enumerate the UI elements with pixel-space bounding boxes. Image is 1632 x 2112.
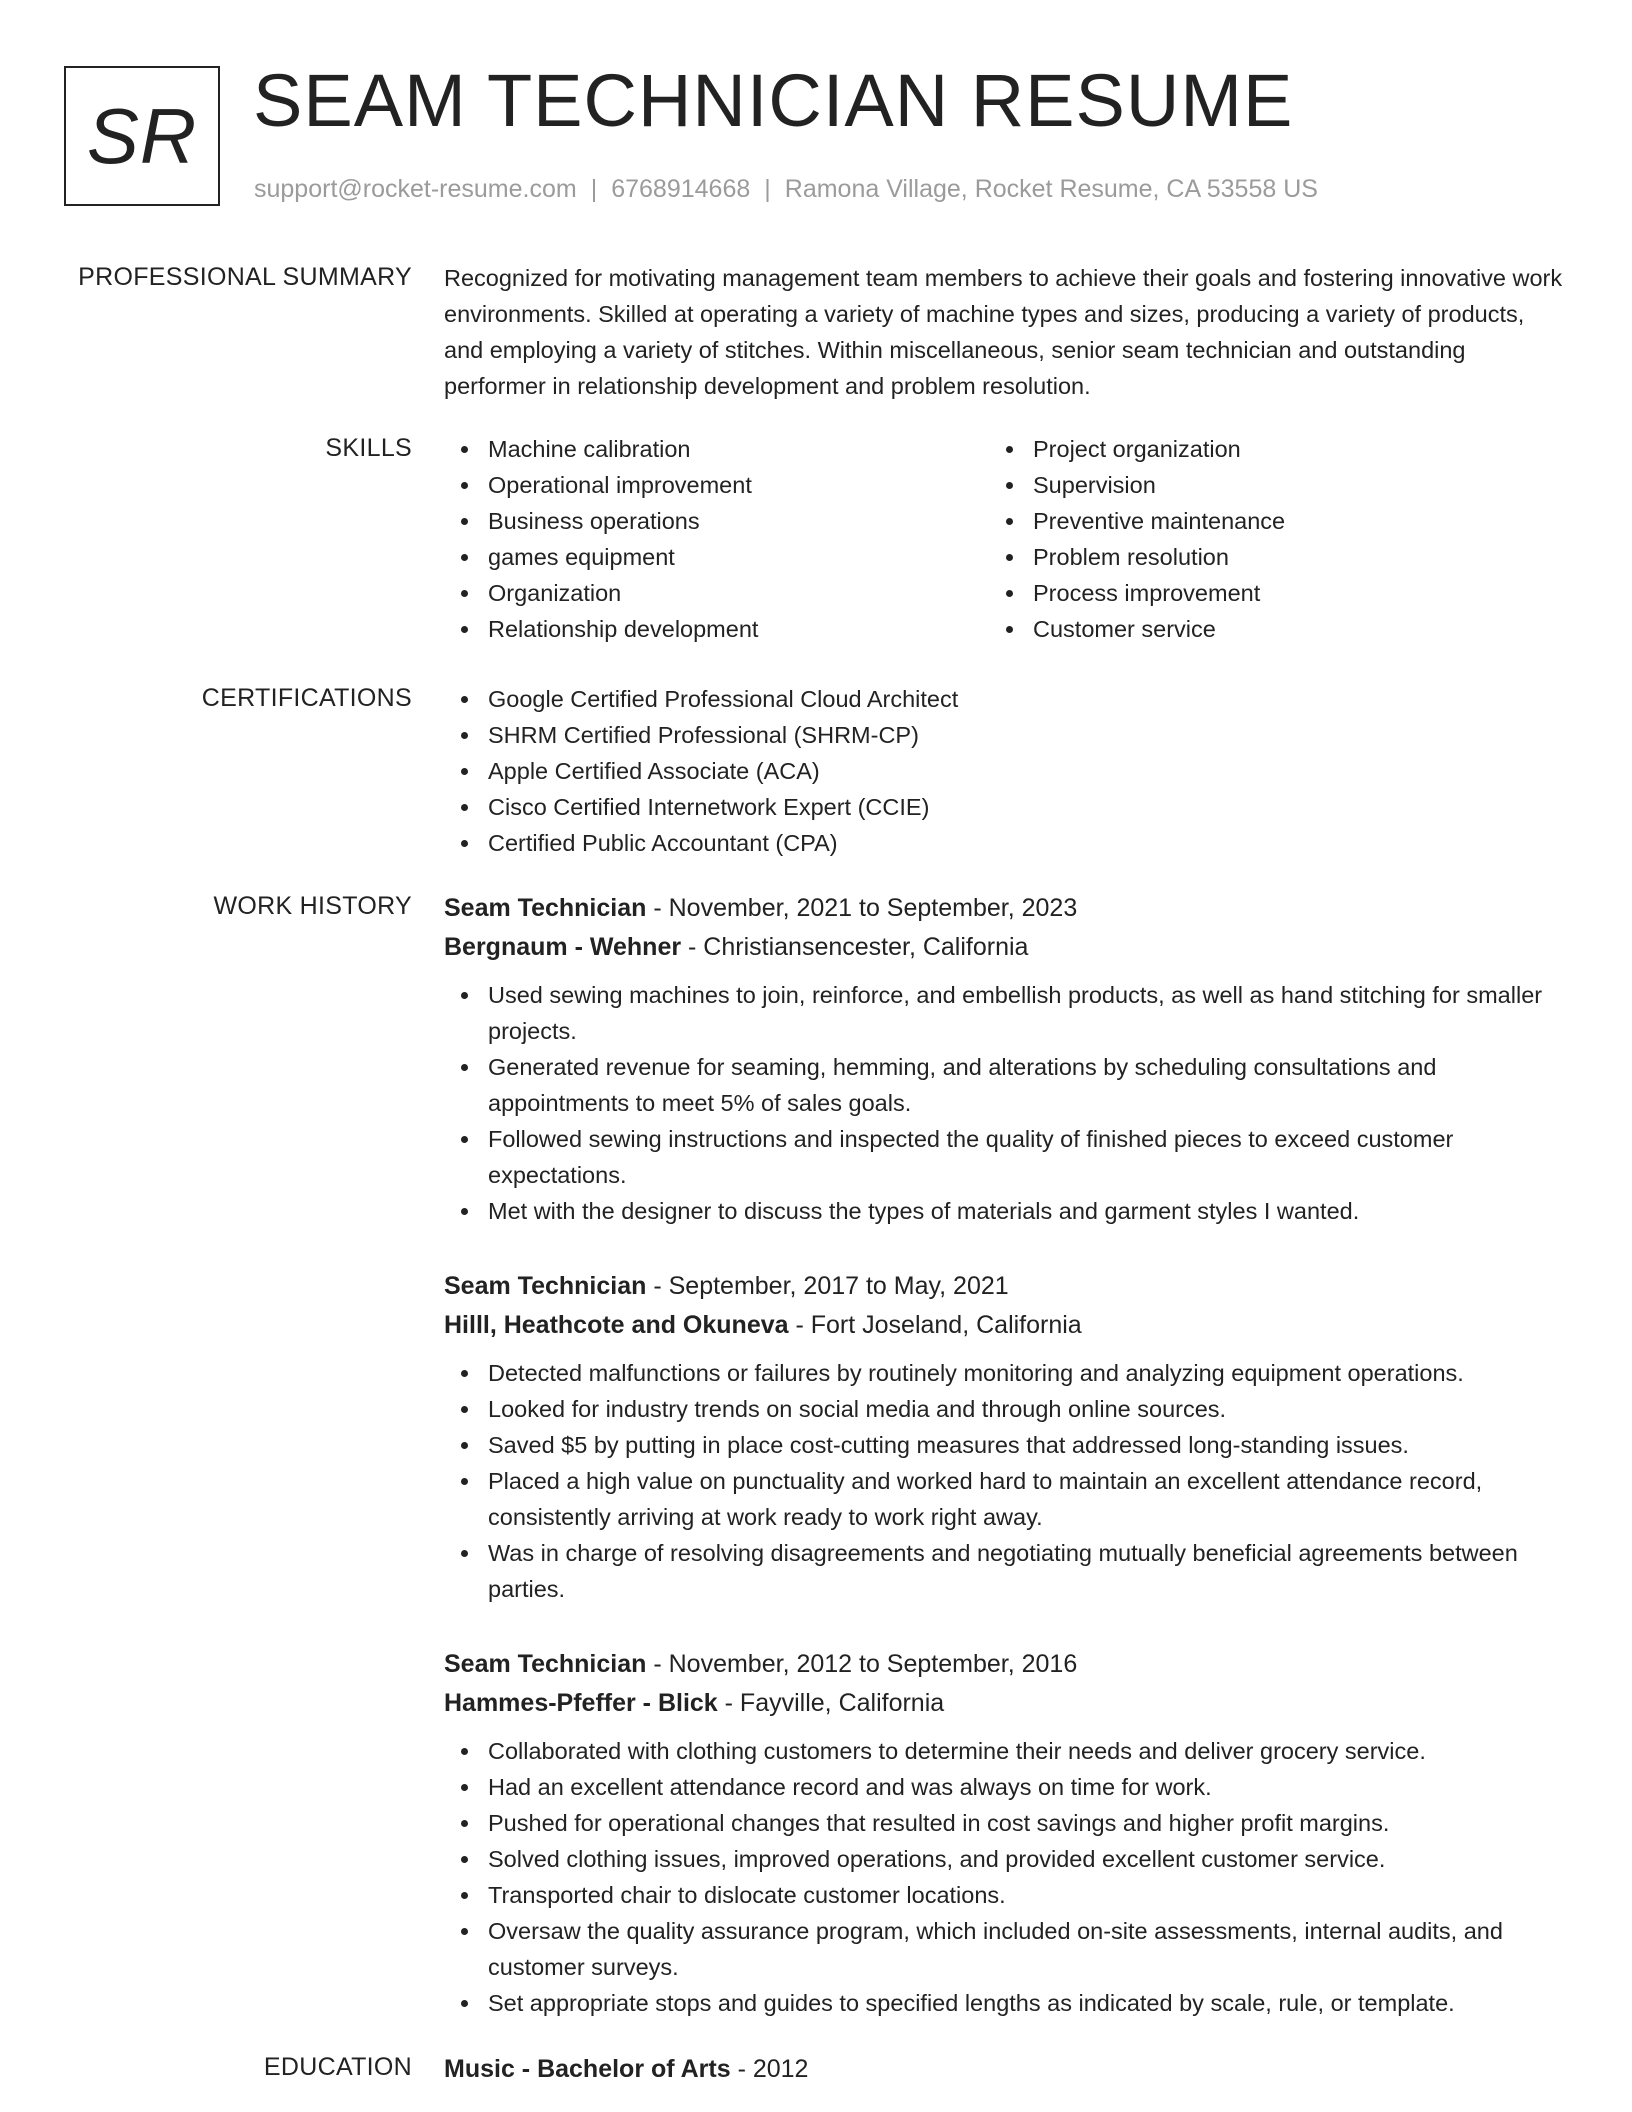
contact-separator: | <box>590 175 598 203</box>
job-bullet: Followed sewing instructions and inspected the quality of finished pieces to exceed customer expectations. <box>444 1121 1564 1193</box>
skills-body <box>444 431 1564 647</box>
contact-address: Ramona Village, Rocket Resume, CA 53558 US <box>784 175 1318 203</box>
skill-item: Business operations <box>444 503 989 539</box>
job-location: - Fayville, California <box>717 1689 945 1717</box>
certifications-list <box>444 681 1564 861</box>
job-title-line <box>444 1267 1564 1306</box>
job-bullet: Oversaw the quality assurance program, which included on-site assessments, internal audits, and customer surveys. <box>444 1913 1564 1985</box>
resume-title: SEAM TECHNICIAN RESUME <box>253 59 1294 142</box>
skill-item: Relationship development <box>444 611 989 647</box>
job-location: - Christiansencester, California <box>681 933 1029 961</box>
certifications-body <box>444 681 1564 861</box>
skill-item: Preventive maintenance <box>989 503 1534 539</box>
job-entry <box>444 1267 1564 1607</box>
job-title-line <box>444 1645 1564 1684</box>
job-title: Seam Technician <box>444 894 647 922</box>
job-bullets <box>444 1355 1564 1607</box>
job-dates: - September, 2017 to May, 2021 <box>646 1272 1009 1300</box>
job-bullet: Saved $5 by putting in place cost-cutting measures that addressed long-standing issues. <box>444 1427 1564 1463</box>
job-dates: - November, 2012 to September, 2016 <box>646 1650 1078 1678</box>
work-history-body <box>444 889 1564 2021</box>
skill-item: Problem resolution <box>989 539 1534 575</box>
job-entry <box>444 1645 1564 2021</box>
job-bullet: Used sewing machines to join, reinforce, and embellish products, as well as hand stitching for smaller projects. <box>444 977 1564 1049</box>
job-bullet: Pushed for operational changes that resulted in cost savings and higher profit margins. <box>444 1805 1564 1841</box>
education-year: - 2012 <box>730 2055 809 2083</box>
skill-item: games equipment <box>444 539 989 575</box>
job-bullet: Placed a high value on punctuality and worked hard to maintain an excellent attendance record, consistently arriving at work ready to work right away. <box>444 1463 1564 1535</box>
certification-item: SHRM Certified Professional (SHRM-CP) <box>444 717 1564 753</box>
contact-phone: 6768914668 <box>611 175 751 203</box>
certification-item: Cisco Certified Internetwork Expert (CCIE) <box>444 789 1564 825</box>
job-company: Hilll, Heathcote and Okuneva <box>444 1311 789 1339</box>
job-entry <box>444 889 1564 1229</box>
job-bullet: Generated revenue for seaming, hemming, and alterations by scheduling consultations and appointments to meet 5% of sales goals. <box>444 1049 1564 1121</box>
skills-list-left <box>444 431 989 647</box>
job-bullets <box>444 1733 1564 2021</box>
skill-item: Supervision <box>989 467 1534 503</box>
job-location: - Fort Joseland, California <box>788 1311 1082 1339</box>
skill-item: Process improvement <box>989 575 1534 611</box>
job-bullets <box>444 977 1564 1229</box>
certification-item: Google Certified Professional Cloud Architect <box>444 681 1564 717</box>
job-bullet: Met with the designer to discuss the types of materials and garment styles I wanted. <box>444 1193 1564 1229</box>
job-title-line <box>444 889 1564 928</box>
skills-list-right <box>989 431 1534 647</box>
education-entry <box>444 2050 1564 2089</box>
section-label-certifications: CERTIFICATIONS <box>201 684 412 712</box>
monogram-logo: SR <box>64 66 220 206</box>
job-bullet: Looked for industry trends on social media and through online sources. <box>444 1391 1564 1427</box>
section-label-summary: PROFESSIONAL SUMMARY <box>78 263 412 291</box>
job-company-line <box>444 1684 1564 1723</box>
job-company: Hammes-Pfeffer - Blick <box>444 1689 718 1717</box>
contact-separator: | <box>764 175 771 203</box>
job-bullet: Had an excellent attendance record and was always on time for work. <box>444 1769 1564 1805</box>
job-bullet: Set appropriate stops and guides to specified lengths as indicated by scale, rule, or template. <box>444 1985 1564 2021</box>
summary-text: Recognized for motivating management team members to achieve their goals and fostering innovative work environments. Skilled at operating a variety of machine types and sizes, producing a variety of products, and employing a variety of stitches. Within miscellaneous, senior seam technician and outstanding performer in relationship development and problem resolution. <box>444 265 1563 399</box>
section-label-education: EDUCATION <box>263 2053 412 2081</box>
job-bullet: Collaborated with clothing customers to determine their needs and deliver grocery service. <box>444 1733 1564 1769</box>
job-title: Seam Technician <box>444 1650 647 1678</box>
summary-body <box>444 260 1564 404</box>
job-company-line <box>444 1306 1564 1345</box>
skill-item: Project organization <box>989 431 1534 467</box>
job-company: Bergnaum - Wehner <box>444 933 682 961</box>
section-label-skills: SKILLS <box>325 434 412 462</box>
contact-line <box>254 172 1318 206</box>
section-label-work-history: WORK HISTORY <box>213 892 412 920</box>
job-title: Seam Technician <box>444 1272 647 1300</box>
education-degree: Music - Bachelor of Arts <box>444 2055 731 2083</box>
job-dates: - November, 2021 to September, 2023 <box>646 894 1078 922</box>
job-bullet: Detected malfunctions or failures by routinely monitoring and analyzing equipment operations. <box>444 1355 1564 1391</box>
skill-item: Customer service <box>989 611 1534 647</box>
job-bullet: Solved clothing issues, improved operations, and provided excellent customer service. <box>444 1841 1564 1877</box>
contact-email: support@rocket-resume.com <box>254 175 577 203</box>
skill-item: Machine calibration <box>444 431 989 467</box>
education-body <box>444 2050 1564 2089</box>
job-bullet: Transported chair to dislocate customer locations. <box>444 1877 1564 1913</box>
job-company-line <box>444 928 1564 967</box>
job-bullet: Was in charge of resolving disagreements and negotiating mutually beneficial agreements between parties. <box>444 1535 1564 1607</box>
certification-item: Apple Certified Associate (ACA) <box>444 753 1564 789</box>
certification-item: Certified Public Accountant (CPA) <box>444 825 1564 861</box>
skill-item: Operational improvement <box>444 467 989 503</box>
skill-item: Organization <box>444 575 989 611</box>
